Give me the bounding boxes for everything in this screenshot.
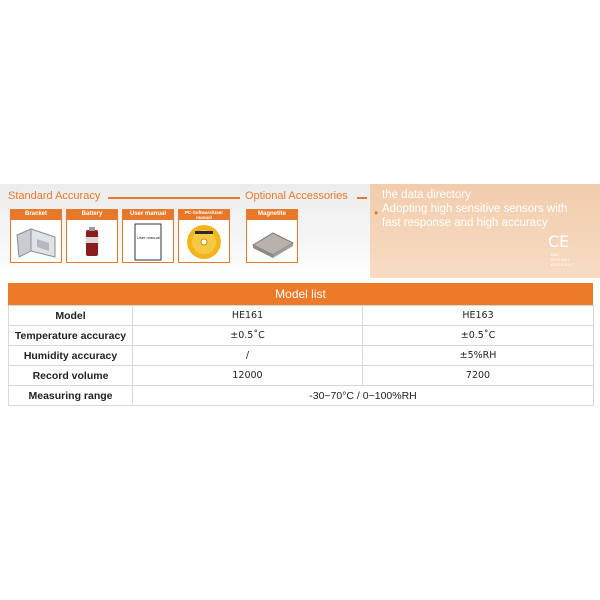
table-row	[9, 346, 594, 366]
measuring-range-cell: -30~70°C / 0~100%RH	[133, 386, 594, 406]
software-card	[178, 209, 230, 263]
row-label: Model	[9, 306, 133, 326]
table-row	[9, 366, 594, 386]
feature-line-2: Adopting high sensitive sensors with	[382, 203, 568, 215]
feature-bullet: •	[374, 206, 379, 220]
optional-title-line	[357, 197, 367, 199]
he163-cell: 7200	[363, 366, 594, 386]
ce-mark-icon: CE	[548, 232, 570, 251]
ce-standard-line: EN 61326-1	[551, 258, 570, 262]
magnet-icon	[247, 221, 297, 262]
table-row	[9, 306, 594, 326]
magnetite-card	[246, 209, 298, 263]
he163-cell: ±0.5˚C	[363, 326, 594, 346]
feature-line-1: the data directory	[382, 189, 471, 201]
model-list-header	[8, 283, 593, 305]
table-row	[9, 326, 594, 346]
optional-accessories-title: Optional Accessories	[245, 190, 348, 202]
he161-cell: HE161	[133, 306, 363, 326]
row-label: Temperature accuracy	[9, 326, 133, 346]
cd-icon	[179, 221, 229, 262]
ce-standard-line: EN 6110 6-3	[551, 263, 571, 267]
table-row	[9, 386, 594, 406]
bracket-icon	[11, 221, 61, 262]
battery-card	[66, 209, 118, 263]
bracket-label: Bracket	[11, 210, 61, 220]
ce-standard-line: EMC	[551, 253, 559, 257]
he161-cell: ±0.5˚C	[133, 326, 363, 346]
user-manual-label: User manual	[123, 210, 173, 220]
model-list-title: Model list	[275, 287, 326, 301]
he161-cell: /	[133, 346, 363, 366]
ce-standards	[551, 253, 570, 268]
standard-title-line	[108, 197, 240, 199]
feature-text	[382, 188, 592, 230]
he163-cell: ±5%RH	[363, 346, 594, 366]
bracket-card	[10, 209, 62, 263]
row-label: Humidity accuracy	[9, 346, 133, 366]
feature-line-3: fast response and high accuracy	[382, 217, 548, 229]
standard-accuracy-title: Standard Accuracy	[8, 190, 101, 202]
magnetite-label: Magnetite	[247, 210, 297, 220]
software-label: PC-Software/User manual	[179, 210, 229, 220]
manual-cover-text: User manual	[137, 235, 160, 240]
manual-icon	[123, 221, 173, 262]
row-label: Record volume	[9, 366, 133, 386]
he161-cell: 12000	[133, 366, 363, 386]
battery-icon	[67, 221, 117, 262]
user-manual-card	[122, 209, 174, 263]
row-label: Measuring range	[9, 386, 133, 406]
model-table	[8, 305, 594, 406]
he163-cell: HE163	[363, 306, 594, 326]
battery-label: Battery	[67, 210, 117, 220]
